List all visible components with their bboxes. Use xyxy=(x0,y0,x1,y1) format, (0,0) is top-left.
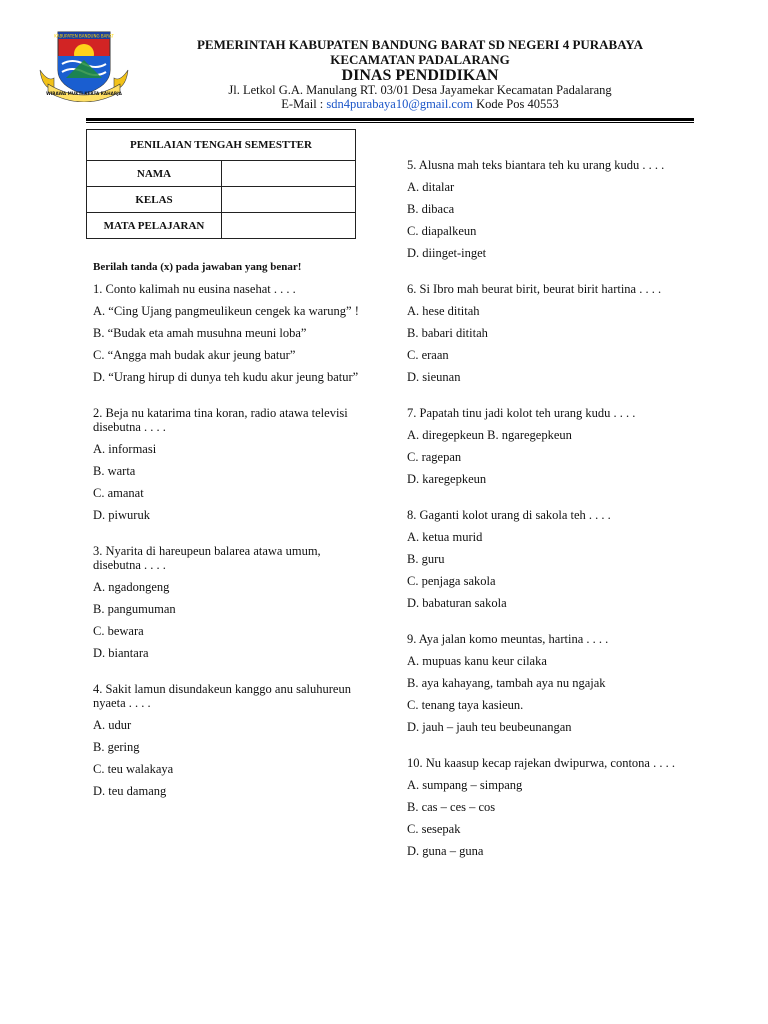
question-9 xyxy=(407,632,682,734)
header-line1: PEMERINTAH KABUPATEN BANDUNG BARAT SD NEGERI 4 PURABAYA xyxy=(196,37,644,52)
header-divider-thin xyxy=(86,122,694,123)
question-2 xyxy=(93,406,363,522)
form-label-nama: NAMA xyxy=(87,161,222,187)
form-label-mapel: MATA PELAJARAN xyxy=(87,213,222,239)
question-6 xyxy=(407,282,682,384)
option[interactable]: C. bewara xyxy=(93,624,144,638)
question-10 xyxy=(407,756,682,858)
question-stem: 6. Si Ibro mah beurat birit, beurat birit hartina . . . . xyxy=(407,282,662,296)
option[interactable]: B. warta xyxy=(93,464,136,478)
option[interactable]: D. teu damang xyxy=(93,784,167,798)
form-title: PENILAIAN TENGAH SEMESTTER xyxy=(87,130,356,161)
question-3 xyxy=(93,544,363,660)
question-stem: 4. Sakit lamun disundakeun kanggo anu saluhureun nyaeta . . . . xyxy=(93,682,351,710)
option[interactable]: A. ngadongeng xyxy=(93,580,170,594)
header-line2: KECAMATAN PADALARANG xyxy=(330,52,510,67)
option[interactable]: A. sumpang – simpang xyxy=(407,778,523,792)
question-stem: 10. Nu kaasup kecap rajekan dwipurwa, contona . . . . xyxy=(407,756,675,770)
district-logo xyxy=(38,30,130,102)
questions-right-column xyxy=(407,158,682,858)
email-link[interactable]: sdn4purabaya10@gmail.com xyxy=(326,97,473,111)
form-row-nama xyxy=(87,161,356,187)
header-address-block xyxy=(120,83,720,111)
option[interactable]: D. “Urang hirup di dunya teh kudu akur jeung batur” xyxy=(93,370,359,384)
option[interactable]: A. ketua murid xyxy=(407,530,483,544)
option[interactable]: D. diinget-inget xyxy=(407,246,487,260)
option[interactable]: A. mupuas kanu keur cilaka xyxy=(407,654,547,668)
option[interactable]: C. amanat xyxy=(93,486,144,500)
questions-left-column xyxy=(93,282,363,798)
form-row-mapel xyxy=(87,213,356,239)
option[interactable]: A. ditalar xyxy=(407,180,455,194)
header-address: Jl. Letkol G.A. Manulang RT. 03/01 Desa Jayamekar Kecamatan Padalarang xyxy=(228,83,612,97)
form-row-kelas xyxy=(87,187,356,213)
svg-text:WIBAWA MUKTI KERTA RAHARJA: WIBAWA MUKTI KERTA RAHARJA xyxy=(46,91,122,96)
option[interactable]: D. sieunan xyxy=(407,370,461,384)
question-stem: 9. Aya jalan komo meuntas, hartina . . . . xyxy=(407,632,609,646)
option[interactable]: C. eraan xyxy=(407,348,449,362)
email-label: E-Mail : xyxy=(281,97,327,111)
option[interactable]: C. ragepan xyxy=(407,450,462,464)
option[interactable]: A. hese dititah xyxy=(407,304,480,318)
form-label-kelas: KELAS xyxy=(87,187,222,213)
option[interactable]: C. penjaga sakola xyxy=(407,574,496,588)
option[interactable]: A. udur xyxy=(93,718,132,732)
option[interactable]: D. piwuruk xyxy=(93,508,150,522)
question-5 xyxy=(407,158,682,260)
svg-text:KABUPATEN BANDUNG BARAT: KABUPATEN BANDUNG BARAT xyxy=(54,33,114,39)
option[interactable]: D. babaturan sakola xyxy=(407,596,507,610)
option[interactable]: B. guru xyxy=(407,552,445,566)
form-field-mapel[interactable] xyxy=(222,213,356,239)
question-4 xyxy=(93,682,363,798)
question-stem: 1. Conto kalimah nu eusina nasehat . . . . xyxy=(93,282,296,296)
question-1 xyxy=(93,282,363,384)
student-info-table xyxy=(86,129,356,239)
option[interactable]: B. pangumuman xyxy=(93,602,176,616)
option[interactable]: B. babari dititah xyxy=(407,326,488,340)
question-stem: 2. Beja nu katarima tina koran, radio atawa televisi disebutna . . . . xyxy=(93,406,348,434)
option[interactable]: C. “Angga mah budak akur jeung batur” xyxy=(93,348,296,362)
header-divider xyxy=(86,118,694,121)
option[interactable]: C. sesepak xyxy=(407,822,461,836)
option[interactable]: B. dibaca xyxy=(407,202,455,216)
option[interactable]: D. jauh – jauh teu beubeunangan xyxy=(407,720,572,734)
option[interactable]: A. “Cing Ujang pangmeulikeun cengek ka warung” ! xyxy=(93,304,359,318)
question-7 xyxy=(407,406,682,486)
option[interactable]: A. informasi xyxy=(93,442,157,456)
option[interactable]: C. tenang taya kasieun. xyxy=(407,698,524,712)
header-institution xyxy=(120,37,720,67)
form-field-nama[interactable] xyxy=(222,161,356,187)
instruction: Berilah tanda (x) pada jawaban yang benar! xyxy=(93,261,302,273)
header-dinas: DINAS PENDIDIKAN xyxy=(341,67,499,84)
question-stem: 8. Gaganti kolot urang di sakola teh . . . . xyxy=(407,508,611,522)
header-contact xyxy=(120,97,720,111)
option[interactable]: D. guna – guna xyxy=(407,844,484,858)
option[interactable]: A. diregepkeun B. ngaregepkeun xyxy=(407,428,572,442)
form-field-kelas[interactable] xyxy=(222,187,356,213)
option[interactable]: D. karegepkeun xyxy=(407,472,487,486)
option[interactable]: B. “Budak eta amah musuhna meuni loba” xyxy=(93,326,307,340)
question-stem: 7. Papatah tinu jadi kolot teh urang kudu . . . . xyxy=(407,406,636,420)
postcode: Kode Pos 40553 xyxy=(472,97,559,111)
question-stem: 3. Nyarita di hareupeun balarea atawa umum, disebutna . . . . xyxy=(93,544,321,572)
option[interactable]: B. cas – ces – cos xyxy=(407,800,496,814)
question-8 xyxy=(407,508,682,610)
option[interactable]: D. biantara xyxy=(93,646,149,660)
option[interactable]: C. diapalkeun xyxy=(407,224,477,238)
option[interactable]: B. gering xyxy=(93,740,140,754)
question-stem: 5. Alusna mah teks biantara teh ku urang kudu . . . . xyxy=(407,158,665,172)
option[interactable]: C. teu walakaya xyxy=(93,762,174,776)
option[interactable]: B. aya kahayang, tambah aya nu ngajak xyxy=(407,676,606,690)
